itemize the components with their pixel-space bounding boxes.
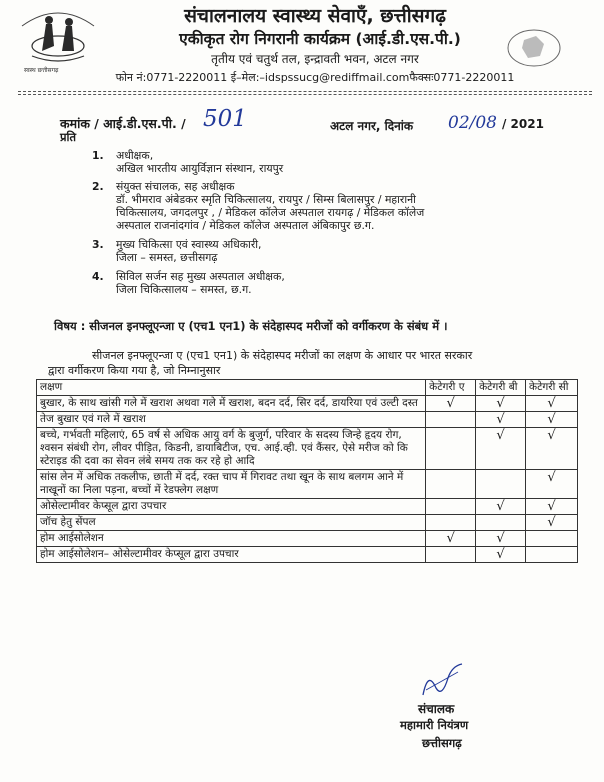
- date-year: / 2021: [502, 117, 544, 131]
- reference-label: कमांक / आई.डी.एस.पी. /: [60, 116, 186, 131]
- recipient-2: संयुक्त संचालक, सह अधीक्षक डॉ. भीमराव अंबेडकर स्मृति चिकित्सालय, रायपुर / सिम्स बिलासपुर / महारानी चिकित्सालय, जगदलपुर , / मेडिकल कॉलेज अस्पताल रायगढ़ / मेडिकल कॉलेज अस्पताल राजनांदगांव / मेडिकल कॉलेज अस्पताल अंबिकापुर छ.ग.: [116, 180, 425, 232]
- signature-scribble: [418, 660, 468, 700]
- category-c-cell: [526, 547, 578, 563]
- table-row: [37, 412, 578, 428]
- category-b-cell: [476, 470, 526, 499]
- header-title: संचालनालय स्वास्थ्य सेवाएँ, छत्तीसगढ़: [184, 5, 446, 27]
- checkmark-icon: √: [496, 499, 505, 514]
- signatory-title: संचालक: [418, 702, 455, 716]
- category-c-cell: [526, 428, 578, 470]
- intro-line-1: सीजनल इनफ्लूएन्जा ए (एच1 एन1) के संदेहास्पद मरीजों का लक्षण के आधार पर भारत सरकार: [92, 349, 473, 362]
- program-title: एकीकृत रोग निगरानी कार्यक्रम (आई.डी.एस.पी.): [179, 30, 461, 48]
- header-symptoms: लक्षण: [37, 380, 426, 396]
- table-row: [37, 499, 578, 515]
- category-a-cell: [426, 412, 476, 428]
- category-b-cell: [476, 499, 526, 515]
- recipient-3: मुख्य चिकित्सा एवं स्वास्थ्य अधिकारी, जिला – समस्त, छत्तीसगढ़: [116, 238, 262, 264]
- symptom-cell: ओसेल्टामीवर केप्सूल द्वारा उपचार: [37, 499, 426, 515]
- category-table: [36, 379, 578, 563]
- category-b-cell: [476, 547, 526, 563]
- checkmark-icon: √: [496, 547, 505, 562]
- recipient-number: 4.: [92, 270, 104, 283]
- category-c-cell: [526, 470, 578, 499]
- table-row: [37, 470, 578, 499]
- reference-number: 501: [203, 106, 247, 132]
- checkmark-icon: √: [547, 499, 556, 514]
- checkmark-icon: √: [496, 396, 505, 411]
- checkmark-icon: √: [547, 428, 556, 443]
- table-row: [37, 428, 578, 470]
- symptom-cell: होम आईसोलेशन: [37, 531, 426, 547]
- checkmark-icon: √: [496, 428, 505, 443]
- table-row: [37, 515, 578, 531]
- symptom-cell: बुखार, के साथ खांसी गले में खराश अथवा गले में खराश, बदन दर्द, सिर दर्द, डायरिया एवं उल्टी दस्त: [37, 396, 426, 412]
- symptom-cell: बच्चे, गर्भवती महिलाएं, 65 वर्ष से अधिक आयु वर्ग के बुजुर्ग, परिवार के सदस्य जिन्हे हृदय रोग, श्वसन संबंधी रोग, लीवर पीड़ित, किडनी, डायाबिटीज, एच. आई.व्ही. एवं कैंसर, ऐसे मरीज को कि स्टेराइड की दवा का सेवन लंबे समय तक कर रहे हो आदि: [37, 428, 426, 470]
- category-b-cell: [476, 396, 526, 412]
- checkmark-icon: √: [446, 396, 455, 411]
- checkmark-icon: √: [547, 470, 556, 485]
- table-header-row: [37, 380, 578, 396]
- category-a-cell: [426, 547, 476, 563]
- checkmark-icon: √: [496, 531, 505, 546]
- recipient-1: अधीक्षक, अखिल भारतीय आयुर्विज्ञान संस्थान, रायपुर: [116, 149, 284, 175]
- symptom-cell: सांस लेन में अधिक तकलीफ, छाती में दर्द, रक्त चाप में गिरावट तथा खून के साथ बलगम आने में नाखूनों का निला पड़ना, बच्चों में रेडफ्लेग लक्षण: [37, 470, 426, 499]
- to-label: प्रति: [60, 130, 77, 144]
- checkmark-icon: √: [446, 531, 455, 546]
- category-a-cell: [426, 515, 476, 531]
- contact-line: फोन नं:0771-2220011 ई–मेल:–idspssucg@rediffmail.comफैक्सः0771-2220011: [115, 71, 515, 84]
- category-a-cell: [426, 428, 476, 470]
- checkmark-icon: √: [547, 515, 556, 530]
- checkmark-icon: √: [547, 396, 556, 411]
- symptom-cell: होम आईसोलेशन– ओसेल्टामीवर केप्सूल द्वारा उपचार: [37, 547, 426, 563]
- state-map-logo-icon: [506, 28, 562, 68]
- category-c-cell: [526, 396, 578, 412]
- header-category-b: केटेगरी बी: [476, 380, 526, 396]
- checkmark-icon: √: [547, 412, 556, 427]
- subject-line: विषय : सीजनल इनफ्लूएन्जा ए (एच1 एन1) के संदेहास्पद मरीजों को वर्गीकरण के संबंध में ।: [54, 319, 448, 333]
- symptom-cell: तेज बुखार एवं गले में खराश: [37, 412, 426, 428]
- header-category-c: केटेगरी सी: [526, 380, 578, 396]
- symptom-cell: जॉच हेतु सेंपल: [37, 515, 426, 531]
- category-a-cell: [426, 470, 476, 499]
- header-divider: [18, 91, 592, 92]
- recipient-number: 2.: [92, 180, 104, 193]
- category-a-cell: [426, 531, 476, 547]
- handwritten-date: 02/08: [448, 113, 497, 133]
- table-row: [37, 531, 578, 547]
- logo-caption: स्वस्थ छत्तीसगढ़: [24, 67, 59, 74]
- category-a-cell: [426, 396, 476, 412]
- recipient-4: सिविल सर्जन सह मुख्य अस्पताल अधीक्षक, जिला चिकित्सालय – समस्त, छ.ग.: [116, 270, 285, 296]
- place-date-label: अटल नगर, दिनांक: [330, 119, 414, 133]
- category-b-cell: [476, 412, 526, 428]
- office-address: तृतीय एवं चतुर्थ तल, इन्द्रावती भवन, अटल नगर: [211, 52, 419, 66]
- recipient-number: 3.: [92, 238, 104, 251]
- header-divider-2: [18, 94, 592, 95]
- category-c-cell: [526, 531, 578, 547]
- category-b-cell: [476, 531, 526, 547]
- table-row: [37, 396, 578, 412]
- header-category-a: केटेगरी ए: [426, 380, 476, 396]
- intro-line-2: द्वारा वर्गीकरण किया गया है, जो निम्नानुसार: [48, 364, 221, 377]
- table-row: [37, 547, 578, 563]
- signatory-department: महामारी नियंत्रण: [400, 718, 469, 732]
- category-a-cell: [426, 499, 476, 515]
- recipient-number: 1.: [92, 149, 104, 162]
- signatory-state: छत्तीसगढ़: [422, 736, 462, 750]
- category-b-cell: [476, 428, 526, 470]
- category-c-cell: [526, 515, 578, 531]
- category-c-cell: [526, 499, 578, 515]
- category-c-cell: [526, 412, 578, 428]
- category-b-cell: [476, 515, 526, 531]
- checkmark-icon: √: [496, 412, 505, 427]
